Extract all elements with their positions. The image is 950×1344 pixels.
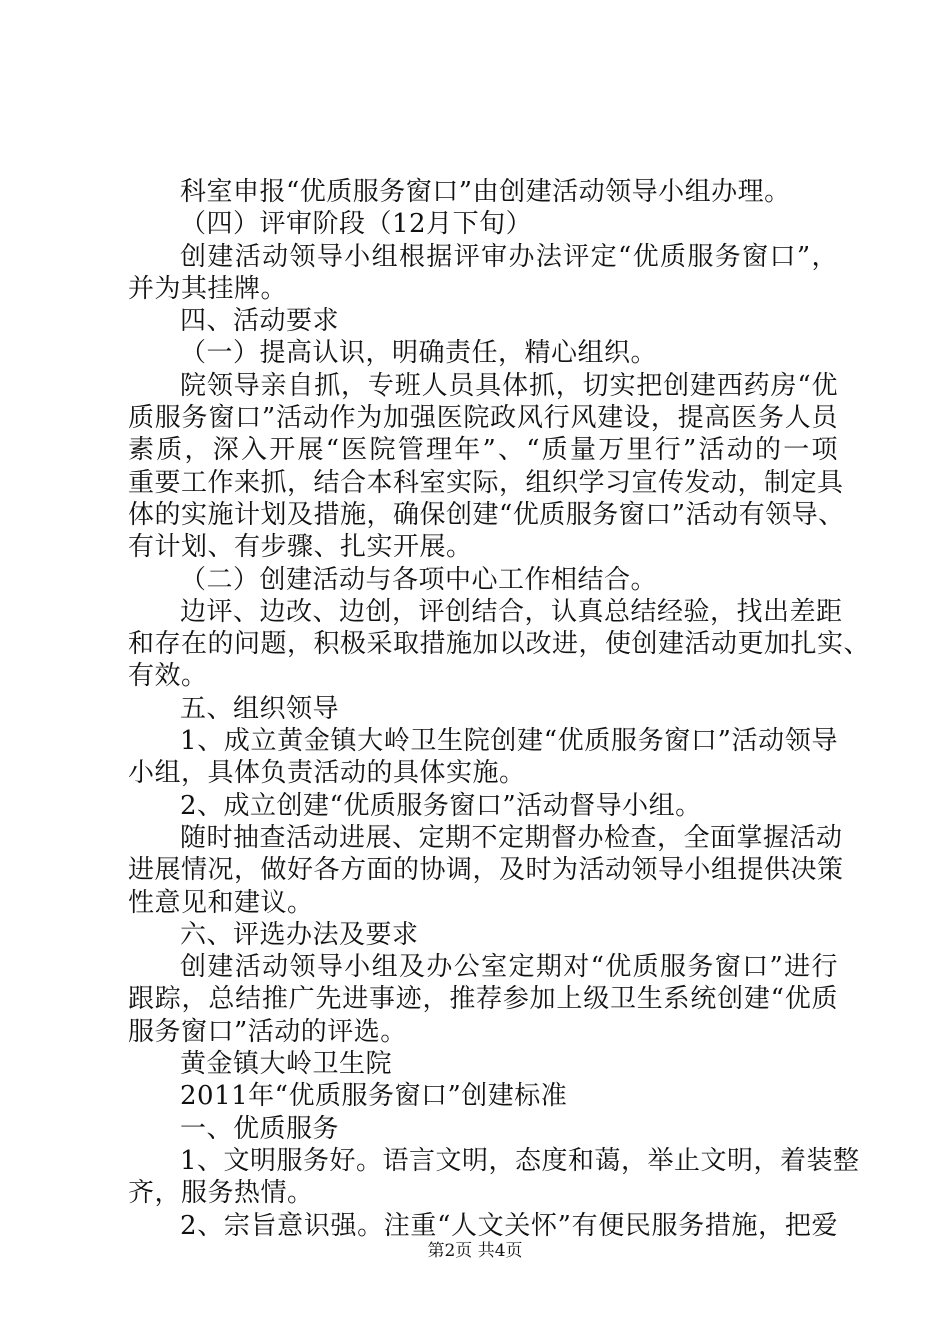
document-subtitle: 2011年“优质服务窗口”创建标准 <box>180 1081 568 1112</box>
text-line: 随时抽查活动进展、定期不定期督办检查，全面掌握活动 <box>180 822 843 853</box>
text-line: 质服务窗口”活动作为加强医院政风行风建设，提高医务人员 <box>128 403 838 434</box>
text-line: 创建活动领导小组根据评审办法评定“优质服务窗口”， <box>180 241 838 272</box>
text-line: 进展情况，做好各方面的协调，及时为活动领导小组提供决策 <box>128 855 844 886</box>
section-heading: 六、评选办法及要求 <box>180 919 419 950</box>
text-line: 1、成立黄金镇大岭卫生院创建“优质服务窗口”活动领导 <box>180 726 838 757</box>
text-line: 重要工作来抓，结合本科室实际，组织学习宣传发动，制定具 <box>128 467 844 498</box>
text-line: 跟踪，总结推广先进事迹，推荐参加上级卫生系统创建“优质 <box>128 984 838 1015</box>
text-line: 2、成立创建“优质服务窗口”活动督导小组。 <box>180 790 702 821</box>
section-heading: 五、组织领导 <box>180 693 340 724</box>
section-heading: 一、优质服务 <box>180 1113 340 1144</box>
text-line: 2、宗旨意识强。注重“人文关怀”有便民服务措施，把爱 <box>180 1210 838 1241</box>
section-heading: （二）创建活动与各项中心工作相结合。 <box>180 564 658 595</box>
text-line: 小组，具体负责活动的具体实施。 <box>128 758 526 789</box>
section-heading: （四）评审阶段（12月下旬） <box>180 209 533 240</box>
organization-name: 黄金镇大岭卫生院 <box>180 1049 393 1080</box>
page-number-footer: 第2页 共4页 <box>427 1241 523 1261</box>
text-line: 院领导亲自抓，专班人员具体抓，切实把创建西药房“优 <box>180 370 838 401</box>
text-line: 素质，深入开展“医院管理年”、“质量万里行”活动的一项 <box>128 435 838 466</box>
text-line: 边评、边改、边创，评创结合，认真总结经验，找出差距 <box>180 596 843 627</box>
text-line: 齐，服务热情。 <box>128 1178 314 1209</box>
text-line: 服务窗口”活动的评选。 <box>128 1016 407 1047</box>
text-line: 1、文明服务好。语言文明，态度和蔼，举止文明，着装整 <box>180 1145 860 1176</box>
text-line: 性意见和建议。 <box>128 887 314 918</box>
section-heading: （一）提高认识，明确责任，精心组织。 <box>180 338 658 369</box>
text-line: 创建活动领导小组及办公室定期对“优质服务窗口”进行 <box>180 952 838 983</box>
text-line: 和存在的问题，积极采取措施加以改进，使创建活动更加扎实、 <box>128 629 871 660</box>
text-line: 并为其挂牌。 <box>128 273 288 304</box>
document-body <box>128 176 871 1242</box>
text-line: 体的实施计划及措施，确保创建“优质服务窗口”活动有领导、 <box>128 499 845 530</box>
text-line: 有效。 <box>128 661 208 692</box>
text-line: 有计划、有步骤、扎实开展。 <box>128 532 473 563</box>
section-heading: 四、活动要求 <box>180 306 340 337</box>
text-line: 科室申报“优质服务窗口”由创建活动领导小组办理。 <box>180 177 791 207</box>
